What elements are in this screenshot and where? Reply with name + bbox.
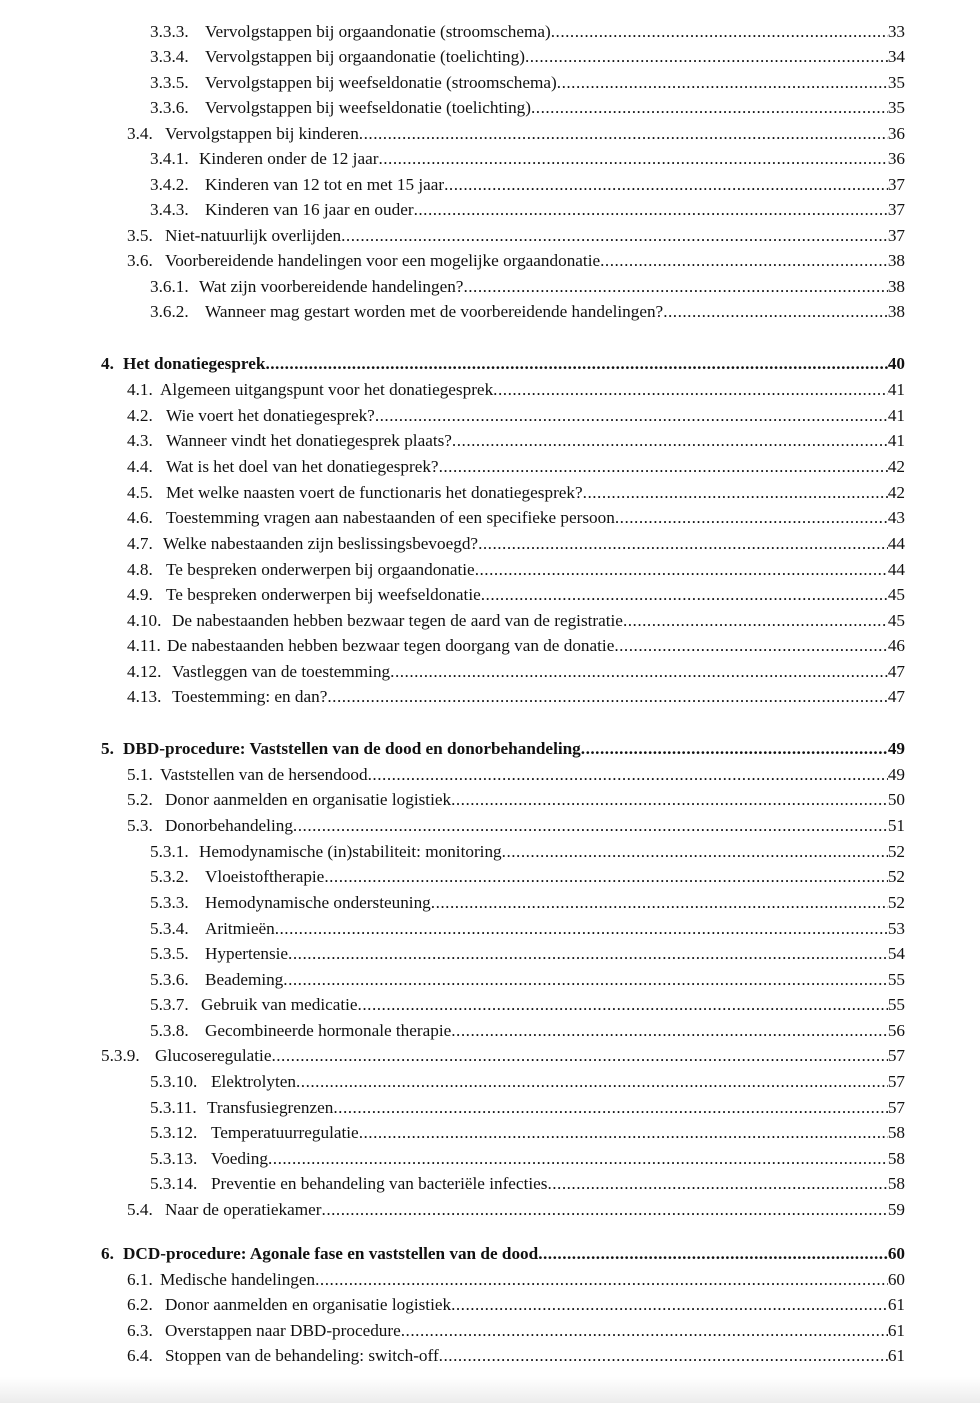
entry-page-number: 61 (887, 1295, 905, 1314)
toc-entry[interactable] (150, 969, 905, 991)
entry-title: Kinderen onder de 12 jaar (199, 149, 379, 168)
entry-page-number: 33 (887, 22, 905, 41)
entry-page-number: 52 (887, 842, 905, 861)
toc-entry[interactable] (150, 301, 905, 323)
entry-title: Beademing (205, 970, 284, 989)
dot-leader (268, 1148, 888, 1170)
toc-entry[interactable] (150, 46, 905, 68)
entry-page-number: 61 (887, 1321, 905, 1340)
dot-leader (444, 174, 888, 196)
entry-title: Gebruik van medicatie (201, 995, 358, 1014)
dot-leader (327, 686, 887, 708)
entry-page-number: 35 (887, 73, 905, 92)
entry-number: 3.4.2. (150, 175, 189, 194)
entry-number: 4.8. (127, 560, 153, 579)
entry-number: 4.6. (127, 508, 153, 527)
dot-leader (431, 892, 888, 914)
entry-page-number: 40 (887, 354, 905, 373)
entry-page-number: 41 (887, 406, 905, 425)
entry-page-number: 51 (887, 816, 905, 835)
entry-title: Met welke naasten voert de functionaris het donatiegesprek? (166, 483, 583, 502)
entry-title: Te bespreken onderwerpen bij weefseldonatie (166, 585, 481, 604)
toc-entry[interactable] (127, 686, 905, 708)
toc-entry[interactable] (150, 892, 905, 914)
dot-leader (359, 123, 888, 145)
entry-number: 5.1. (127, 765, 153, 784)
dot-leader (451, 1020, 888, 1042)
toc-entry[interactable] (127, 456, 905, 478)
entry-title: Vervolgstappen bij orgaandonatie (stroomschema) (205, 22, 551, 41)
entry-title: Hemodynamische (in)stabiliteit: monitoring (199, 842, 502, 861)
dot-leader (451, 1294, 888, 1316)
dot-leader (401, 1320, 888, 1342)
toc-entry[interactable] (150, 943, 905, 965)
entry-number: 6.4. (127, 1346, 153, 1365)
entry-number: 4.12. (127, 662, 162, 681)
entry-number: 6.3. (127, 1321, 153, 1340)
entry-title: Gecombineerde hormonale therapie (205, 1021, 452, 1040)
toc-entry[interactable] (150, 866, 905, 888)
dot-leader (583, 482, 888, 504)
entry-page-number: 61 (887, 1346, 905, 1365)
dot-leader (538, 1243, 888, 1265)
dot-leader (283, 969, 888, 991)
entry-page-number: 38 (887, 277, 905, 296)
dot-leader (463, 276, 887, 298)
toc-entry[interactable] (127, 430, 905, 452)
entry-title: Algemeen uitgangspunt voor het donatiegesprek (160, 380, 494, 399)
toc-entry[interactable] (101, 1045, 905, 1067)
entry-page-number: 36 (887, 149, 905, 168)
dot-leader (271, 1045, 887, 1067)
toc-entry[interactable] (127, 1320, 905, 1342)
dot-leader (378, 148, 887, 170)
entry-title: Vervolgstappen bij weefseldonatie (toelichting) (205, 98, 531, 117)
entry-number: 5.3.8. (150, 1021, 189, 1040)
toc-entry[interactable] (127, 610, 905, 632)
dot-leader (502, 841, 888, 863)
entry-page-number: 58 (887, 1149, 905, 1168)
toc-entry[interactable] (150, 148, 905, 170)
entry-number: 5.3.2. (150, 867, 189, 886)
entry-title: Toestemming: en dan? (172, 687, 328, 706)
entry-title: De nabestaanden hebben bezwaar tegen de aard van de registratie (172, 611, 623, 630)
entry-number: 4.9. (127, 585, 153, 604)
entry-number: 6.2. (127, 1295, 153, 1314)
toc-entry[interactable] (150, 174, 905, 196)
entry-number: 5.3.13. (150, 1149, 198, 1168)
entry-number: 5.2. (127, 790, 153, 809)
toc-entry[interactable] (127, 507, 905, 529)
entry-title: Temperatuurregulatie (211, 1123, 359, 1142)
toc-entry[interactable] (127, 405, 905, 427)
entry-number: 3.6. (127, 251, 153, 270)
entry-page-number: 52 (887, 867, 905, 886)
entry-number: 4.3. (127, 431, 153, 450)
dot-leader (623, 610, 888, 632)
entry-title: Wanneer mag gestart worden met de voorbereidende handelingen? (205, 302, 664, 321)
toc-entry[interactable] (150, 1173, 905, 1195)
entry-number: 4.4. (127, 457, 153, 476)
toc-entry[interactable] (150, 841, 905, 863)
dot-leader (288, 943, 888, 965)
entry-number: 5.3.3. (150, 893, 189, 912)
dot-leader (368, 764, 888, 786)
entry-page-number: 55 (887, 995, 905, 1014)
entry-number: 3.3.4. (150, 47, 189, 66)
dot-leader (451, 789, 888, 811)
entry-page-number: 42 (887, 457, 905, 476)
entry-title: Wat zijn voorbereidende handelingen? (199, 277, 464, 296)
toc-entry[interactable] (127, 533, 905, 555)
entry-page-number: 37 (887, 175, 905, 194)
entry-number: 5.3.14. (150, 1174, 198, 1193)
entry-page-number: 57 (887, 1072, 905, 1091)
dot-leader (478, 533, 888, 555)
entry-number: 5.3. (127, 816, 153, 835)
entry-page-number: 41 (887, 431, 905, 450)
entry-title: Transfusiegrenzen (207, 1098, 334, 1117)
entry-number: 4.11. (127, 636, 161, 655)
entry-number: 5. (101, 739, 114, 758)
entry-title: Voeding (211, 1149, 268, 1168)
entry-page-number: 53 (887, 919, 905, 938)
entry-number: 5.3.1. (150, 842, 189, 861)
entry-page-number: 38 (887, 251, 905, 270)
entry-title: DBD-procedure: Vaststellen van de dood en donorbehandeling (123, 739, 581, 758)
entry-title: Preventie en behandeling van bacteriële infecties (211, 1174, 548, 1193)
dot-leader (375, 405, 888, 427)
entry-number: 5.3.11. (150, 1098, 197, 1117)
entry-page-number: 52 (887, 893, 905, 912)
toc-entry[interactable] (127, 789, 905, 811)
entry-number: 3.3.3. (150, 22, 189, 41)
entry-title: Donorbehandeling (165, 816, 293, 835)
entry-page-number: 60 (887, 1244, 905, 1263)
entry-page-number: 55 (887, 970, 905, 989)
toc-entry[interactable] (150, 918, 905, 940)
entry-page-number: 47 (887, 662, 905, 681)
dot-leader (600, 250, 888, 272)
entry-title: Wat is het doel van het donatiegesprek? (166, 457, 439, 476)
entry-title: Wie voert het donatiegesprek? (166, 406, 375, 425)
toc-chapter-entry[interactable] (101, 353, 905, 375)
toc-chapter-entry[interactable] (101, 1243, 905, 1265)
entry-page-number: 57 (887, 1098, 905, 1117)
entry-title: Medische handelingen (160, 1270, 316, 1289)
toc-entry[interactable] (127, 815, 905, 837)
entry-page-number: 58 (887, 1174, 905, 1193)
entry-title: Naar de operatiekamer (165, 1200, 322, 1219)
toc-entry[interactable] (127, 225, 905, 247)
toc-entry[interactable] (127, 764, 905, 786)
entry-page-number: 41 (887, 380, 905, 399)
dot-leader (322, 1199, 888, 1221)
dot-leader (333, 1097, 887, 1119)
entry-number: 4.7. (127, 534, 153, 553)
dot-leader (615, 507, 888, 529)
entry-number: 4.10. (127, 611, 162, 630)
entry-page-number: 49 (887, 765, 905, 784)
entry-page-number: 57 (887, 1046, 905, 1065)
toc-entry[interactable] (127, 123, 905, 145)
dot-leader (663, 301, 888, 323)
entry-page-number: 47 (887, 687, 905, 706)
entry-number: 3.6.1. (150, 277, 189, 296)
entry-number: 3.3.5. (150, 73, 189, 92)
dot-leader (265, 353, 887, 375)
entry-page-number: 44 (887, 534, 905, 553)
toc-entry[interactable] (127, 379, 905, 401)
entry-title: Vaststellen van de hersendood (160, 765, 368, 784)
toc-entry[interactable] (127, 1269, 905, 1291)
entry-title: Vastleggen van de toestemming (172, 662, 391, 681)
entry-page-number: 50 (887, 790, 905, 809)
entry-number: 5.3.7. (150, 995, 189, 1014)
entry-number: 4.2. (127, 406, 153, 425)
entry-title: DCD-procedure: Agonale fase en vaststellen van de dood (123, 1244, 539, 1263)
toc-entry[interactable] (150, 1148, 905, 1170)
entry-title: Donor aanmelden en organisatie logistiek (165, 790, 452, 809)
entry-page-number: 60 (887, 1270, 905, 1289)
entry-title: Donor aanmelden en organisatie logistiek (165, 1295, 452, 1314)
entry-number: 3.4.1. (150, 149, 189, 168)
entry-number: 3.3.6. (150, 98, 189, 117)
toc-entry[interactable] (150, 1020, 905, 1042)
dot-leader (531, 97, 888, 119)
entry-title: Hemodynamische ondersteuning (205, 893, 431, 912)
entry-number: 5.3.5. (150, 944, 189, 963)
entry-title: Vervolgstappen bij orgaandonatie (toelichting) (205, 47, 525, 66)
dot-leader (557, 72, 888, 94)
dot-leader (475, 559, 888, 581)
entry-title: Glucoseregulatie (155, 1046, 272, 1065)
entry-number: 3.6.2. (150, 302, 189, 321)
entry-number: 4.1. (127, 380, 153, 399)
entry-title: Vloeistoftherapie (205, 867, 325, 886)
entry-title: Voorbereidende handelingen voor een mogelijke orgaandonatie (165, 251, 601, 270)
toc-entry[interactable] (127, 559, 905, 581)
entry-title: Hypertensie (205, 944, 289, 963)
entry-number: 4.13. (127, 687, 162, 706)
entry-title: Vervolgstappen bij kinderen (165, 124, 359, 143)
toc-entry[interactable] (150, 1122, 905, 1144)
dot-leader (551, 21, 888, 43)
dot-leader (390, 661, 888, 683)
entry-page-number: 49 (887, 739, 905, 758)
dot-leader (581, 738, 888, 760)
entry-number: 3.4. (127, 124, 153, 143)
entry-title: Niet-natuurlijk overlijden (165, 226, 342, 245)
entry-page-number: 37 (887, 200, 905, 219)
toc-entry[interactable] (150, 199, 905, 221)
dot-leader (452, 430, 888, 452)
dot-leader (358, 994, 888, 1016)
entry-page-number: 38 (887, 302, 905, 321)
entry-title: De nabestaanden hebben bezwaar tegen doorgang van de donatie (167, 636, 615, 655)
toc-entry[interactable] (150, 276, 905, 298)
dot-leader (293, 815, 888, 837)
toc-entry[interactable] (127, 482, 905, 504)
entry-title: Vervolgstappen bij weefseldonatie (stroomschema) (205, 73, 557, 92)
entry-title: Elektrolyten (211, 1072, 296, 1091)
dot-leader (614, 635, 887, 657)
entry-title: Kinderen van 16 jaar en ouder (205, 200, 414, 219)
toc-entry[interactable] (150, 72, 905, 94)
entry-page-number: 35 (887, 98, 905, 117)
dot-leader (493, 379, 888, 401)
entry-title: Kinderen van 12 tot en met 15 jaar (205, 175, 445, 194)
entry-title: Stoppen van de behandeling: switch-off (165, 1346, 439, 1365)
toc-entry[interactable] (150, 21, 905, 43)
entry-title: Welke nabestaanden zijn beslissingsbevoegd? (163, 534, 479, 553)
dot-leader (414, 199, 888, 221)
entry-page-number: 54 (887, 944, 905, 963)
toc-entry[interactable] (127, 635, 905, 657)
dot-leader (315, 1269, 888, 1291)
entry-number: 4.5. (127, 483, 153, 502)
toc-chapter-entry[interactable] (101, 738, 905, 760)
toc-entry[interactable] (150, 994, 905, 1016)
entry-page-number: 36 (887, 124, 905, 143)
entry-page-number: 34 (887, 47, 905, 66)
entry-page-number: 58 (887, 1123, 905, 1142)
toc-entry[interactable] (127, 250, 905, 272)
entry-title: Overstappen naar DBD-procedure (165, 1321, 401, 1340)
entry-page-number: 45 (887, 611, 905, 630)
dot-leader (324, 866, 887, 888)
dot-leader (341, 225, 888, 247)
entry-number: 6.1. (127, 1270, 153, 1289)
dot-leader (359, 1122, 888, 1144)
entry-number: 5.3.9. (101, 1046, 140, 1065)
page-bottom-edge (0, 1377, 980, 1403)
entry-number: 3.4.3. (150, 200, 189, 219)
toc-entry[interactable] (127, 1345, 905, 1367)
dot-leader (439, 456, 888, 478)
entry-page-number: 46 (887, 636, 905, 655)
toc-entry[interactable] (127, 584, 905, 606)
toc-entry[interactable] (127, 1294, 905, 1316)
toc-entry[interactable] (127, 1199, 905, 1221)
dot-leader (275, 918, 888, 940)
entry-title: Toestemming vragen aan nabestaanden of een specifieke persoon (166, 508, 615, 527)
entry-number: 4. (101, 354, 114, 373)
entry-title: Te bespreken onderwerpen bij orgaandonatie (166, 560, 475, 579)
entry-page-number: 43 (887, 508, 905, 527)
entry-number: 5.3.6. (150, 970, 189, 989)
dot-leader (525, 46, 888, 68)
toc-entry[interactable] (150, 1097, 905, 1119)
dot-leader (547, 1173, 887, 1195)
entry-page-number: 45 (887, 585, 905, 604)
entry-number: 3.5. (127, 226, 153, 245)
entry-number: 5.3.12. (150, 1123, 198, 1142)
toc-entry[interactable] (150, 1071, 905, 1093)
dot-leader (296, 1071, 888, 1093)
entry-number: 5.3.10. (150, 1072, 198, 1091)
entry-title: Aritmieën (205, 919, 275, 938)
entry-number: 5.4. (127, 1200, 153, 1219)
entry-title: Het donatiegesprek (123, 354, 266, 373)
entry-number: 5.3.4. (150, 919, 189, 938)
dot-leader (439, 1345, 888, 1367)
entry-page-number: 56 (887, 1021, 905, 1040)
toc-entry[interactable] (127, 661, 905, 683)
entry-number: 6. (101, 1244, 114, 1263)
entry-title: Wanneer vindt het donatiegesprek plaats? (166, 431, 452, 450)
entry-page-number: 44 (887, 560, 905, 579)
entry-page-number: 59 (887, 1200, 905, 1219)
entry-page-number: 37 (887, 226, 905, 245)
toc-entry[interactable] (150, 97, 905, 119)
entry-page-number: 42 (887, 483, 905, 502)
dot-leader (481, 584, 888, 606)
